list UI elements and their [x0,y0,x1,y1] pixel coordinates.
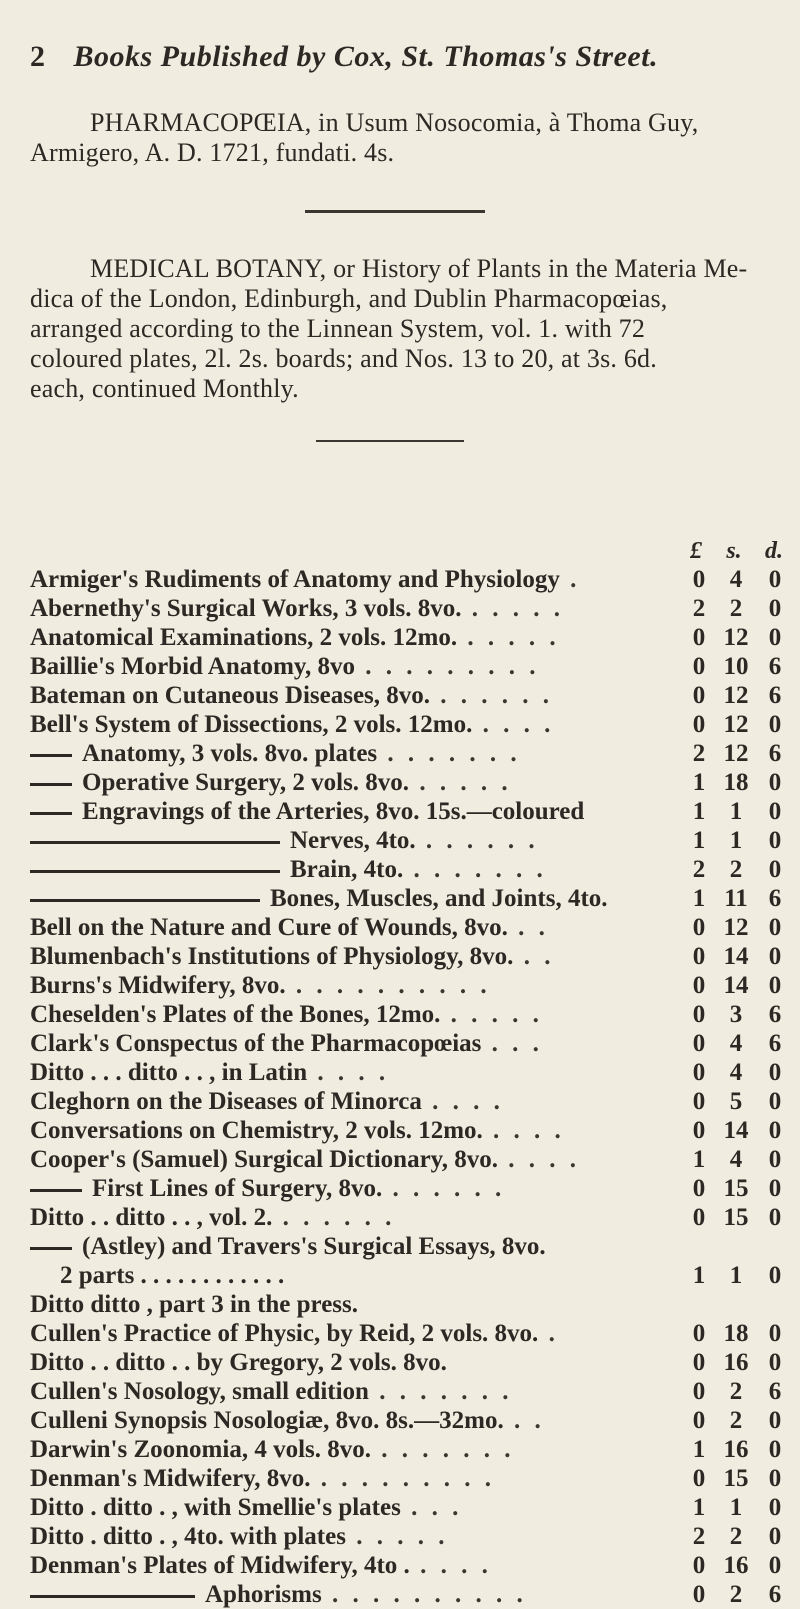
price-pence: 0 [768,1204,782,1231]
leader-dots: . . . . . [461,595,565,622]
price-pounds: 0 [692,566,706,593]
entry-title-text: Cooper's (Samuel) Surgical Dictionary, 8vo. [30,1146,499,1173]
entry-title [30,826,680,855]
medical-botany-line-4: coloured plates, 2l. 2s. boards; and Nos. 13 to 20, at 3s. 6d. [30,344,657,373]
entry-title [30,1377,680,1406]
entry-title-text: Burns's Midwifery, 8vo. [30,972,286,999]
price-shillings: 2 [729,1407,743,1434]
leader-dots: . . [507,914,549,941]
entry-title-text: Ditto . . . ditto . . , in Latin [30,1059,308,1086]
entry-title [30,1174,680,1203]
list-item [30,942,800,971]
list-item [30,710,800,739]
leader-dots: . . . [481,1030,543,1057]
ditto-dash [30,1595,195,1598]
list-item [30,1406,800,1435]
price-pence: 0 [768,711,782,738]
price-pence: 6 [768,682,782,709]
price-shillings: 1 [729,1262,743,1289]
entry-title-text: Operative Surgery, 2 vols. 8vo. [82,769,410,796]
price-shillings: 16 [723,1349,749,1376]
price-pounds: 2 [692,856,706,883]
leader-dots: . . . . . [440,1001,543,1028]
price-pounds: 0 [692,653,706,680]
price-shillings: 18 [723,769,749,796]
price-pence: 0 [768,769,782,796]
price-pence: 0 [768,566,782,593]
price-pounds: 1 [692,827,706,854]
entry-title [30,971,680,1000]
price-pence: 0 [768,1059,782,1086]
entry-title-text: Anatomical Examinations, 2 vols. 12mo. [30,624,458,651]
price-pence: 0 [768,1523,782,1550]
price-pence: 0 [768,827,782,854]
price-shillings: 14 [723,1117,749,1144]
entry-title-text: Armiger's Rudiments of Anatomy and Physiology [30,566,560,593]
leader-dots: . . . . . . . [371,1436,515,1463]
entry-title-text: Clark's Conspectus of the Pharmacopœias [30,1030,482,1057]
list-item [30,971,800,1000]
leader-dots: . [559,566,581,593]
list-item [30,652,800,681]
price-shillings: 2 [729,1378,743,1405]
leader-dots: . . [503,1407,545,1434]
entry-title-text: Bell on the Nature and Cure of Wounds, 8vo. [30,914,508,941]
entry-title-text: Baillie's Morbid Anatomy, 8vo [30,653,356,680]
price-pounds: 1 [692,1262,706,1289]
leader-dots: . . . . . . . . . [355,653,540,680]
price-pence: 6 [768,1001,782,1028]
leader-dots: . . . . . . [272,1204,396,1231]
price-shillings: 1 [729,827,743,854]
list-item [30,1232,800,1290]
price-pence: 6 [768,1378,782,1405]
price-shillings: 15 [723,1175,749,1202]
entry-title [30,797,680,826]
pounds-header: £ [690,538,702,564]
ditto-dash [30,754,72,757]
entry-title-text: Bell's System of Dissections, 2 vols. 12mo. [30,711,473,738]
medical-botany-line-3: arranged according to the Linnean System, vol. 1. with 72 [30,314,646,343]
entry-title-text: Nerves, 4to. [290,827,416,854]
entry-title [30,1464,680,1493]
price-shillings: 4 [729,1059,743,1086]
list-item [30,1377,800,1406]
leader-dots: . [538,1320,559,1347]
entry-title [30,1493,680,1522]
price-pence: 0 [768,1320,782,1347]
price-shillings: 2 [729,595,743,622]
leader-dots: . . . . . . [430,682,554,709]
price-pounds: 0 [692,1378,706,1405]
list-item [30,1580,800,1609]
list-item [30,1174,800,1203]
price-shillings: 1 [729,798,743,825]
price-pence: 0 [768,1407,782,1434]
leader-dots: . . . . . [409,769,512,796]
price-pence: 0 [768,1117,782,1144]
price-pounds: 0 [692,943,706,970]
running-head-title: Books Published by Cox, St. Thomas's Street. [73,40,659,73]
entry-title [30,1290,680,1319]
entry-title-text: Ditto ditto , part 3 in the press. [30,1291,359,1318]
price-shillings: 12 [723,711,749,738]
list-item [30,1058,800,1087]
ditto-dash [30,1189,82,1192]
leader-dots: . . . . [498,1146,581,1173]
price-shillings: 15 [723,1204,749,1231]
entry-title-text: First Lines of Surgery, 8vo. [92,1175,383,1202]
price-shillings: 1 [729,1494,743,1521]
price-pence: 0 [768,1436,782,1463]
pharmacopoeia-line-2: Armigero, A. D. 1721, fundati. 4s. [30,138,395,167]
medical-botany-line-1: MEDICAL BOTANY, or History of Plants in the Materia Me- [90,254,748,283]
price-shillings: 12 [723,682,749,709]
price-pounds: 0 [692,972,706,999]
leader-dots: . . . . . . . . . . [321,1581,527,1608]
price-pence: 0 [768,798,782,825]
entry-title-text: Ditto . . ditto . . by Gregory, 2 vols. 8vo. [30,1349,447,1376]
price-pounds: 0 [692,1088,706,1115]
entry-title [30,681,680,710]
price-pounds: 1 [692,1146,706,1173]
price-pence: 0 [768,624,782,651]
ditto-dash [30,841,280,844]
price-shillings: 12 [723,740,749,767]
price-pence: 6 [768,653,782,680]
entry-title-text: Blumenbach's Institutions of Physiology, 8vo. [30,943,514,970]
price-shillings: 16 [723,1436,749,1463]
price-pounds: 2 [692,740,706,767]
list-item [30,594,800,623]
entry-title [30,652,680,681]
price-pence: 6 [768,1581,782,1608]
price-shillings: 14 [723,943,749,970]
price-pence: 0 [768,595,782,622]
entry-title [30,1116,680,1145]
entry-title-text: Brain, 4to. [290,856,404,883]
leader-dots: . . . . . . . . . . [285,972,491,999]
list-item [30,739,800,768]
price-pence: 6 [768,740,782,767]
leader-dots: . . . . [482,1117,565,1144]
price-pence: 0 [768,1262,782,1289]
price-pounds: 0 [692,1465,706,1492]
list-item [30,1319,800,1348]
list-item [30,1029,800,1058]
entry-title-text: Denman's Plates of Midwifery, 4to . [30,1552,410,1579]
entry-title [30,1145,680,1174]
price-shillings: 12 [723,914,749,941]
price-pounds: 0 [692,1001,706,1028]
entry-title-text: Aphorisms [205,1581,322,1608]
pharmacopoeia-entry [30,108,778,168]
currency-header [681,538,791,568]
entry-title [30,1087,680,1116]
entry-title-text: Cheselden's Plates of the Bones, 12mo. [30,1001,441,1028]
price-pence: 0 [768,1552,782,1579]
price-pounds: 0 [692,1059,706,1086]
price-pounds: 1 [692,798,706,825]
ditto-dash [30,899,260,902]
price-shillings: 18 [723,1320,749,1347]
leader-dots: . . . . [307,1059,390,1086]
list-item [30,1522,800,1551]
entry-title [30,1203,680,1232]
price-shillings: 2 [729,1523,743,1550]
entry-title [30,710,680,739]
entry-title-line-2: 2 parts . . . . . . . . . . . . [60,1262,285,1289]
list-item [30,884,800,913]
price-shillings: 4 [729,566,743,593]
medical-botany-entry [30,254,778,404]
price-shillings: 14 [723,972,749,999]
list-item [30,1348,800,1377]
entry-title [30,913,680,942]
price-shillings: 12 [723,624,749,651]
entry-title [30,623,680,652]
list-item [30,1493,800,1522]
price-pence: 0 [768,856,782,883]
price-pence: 0 [768,1175,782,1202]
price-pence: 0 [768,914,782,941]
price-shillings: 10 [723,653,749,680]
price-pounds: 2 [692,595,706,622]
price-pounds: 0 [692,1175,706,1202]
list-item [30,1203,800,1232]
entry-title [30,884,680,913]
price-pounds: 0 [692,711,706,738]
leader-dots: . . . . . . [415,827,539,854]
entry-title [30,739,680,768]
entry-title-text: Ditto . . ditto . . , vol. 2. [30,1204,273,1231]
entry-title [30,1580,680,1609]
ditto-dash [30,812,72,815]
entry-title [30,1058,680,1087]
pharmacopoeia-line-1: PHARMACOPŒIA, in Usum Nosocomia, à Thoma Guy, [90,108,699,137]
leader-dots: . . . . . . [382,1175,506,1202]
section-divider-2 [316,440,464,442]
leader-dots: . . . . . [457,624,560,651]
entry-title [30,1232,680,1290]
leader-dots: . . . . . . . [377,740,521,767]
entry-title-text: Cullen's Practice of Physic, by Reid, 2 vols. 8vo. [30,1320,539,1347]
entry-title-text: Ditto . ditto . , 4to. with plates [30,1523,346,1550]
price-pounds: 1 [692,1494,706,1521]
entry-title [30,594,680,623]
section-divider-1 [305,210,485,213]
leader-dots: . . . . . . . . . [310,1465,496,1492]
list-item [30,1435,800,1464]
entry-title [30,1522,680,1551]
medical-botany-line-2: dica of the London, Edinburgh, and Dublin Pharmacopœias, [30,284,668,313]
list-item [30,797,800,826]
list-item [30,565,800,594]
list-item [30,1464,800,1493]
price-pence: 0 [768,1494,782,1521]
list-item [30,826,800,855]
price-pounds: 1 [692,885,706,912]
price-pence: 0 [768,1465,782,1492]
list-item [30,1551,800,1580]
list-item [30,681,800,710]
entry-title-text: Ditto . ditto . , with Smellie's plates [30,1494,401,1521]
entry-title-text: Bateman on Cutaneous Diseases, 8vo. [30,682,431,709]
price-shillings: 16 [723,1552,749,1579]
list-item [30,623,800,652]
entry-title-text: Abernethy's Surgical Works, 3 vols. 8vo. [30,595,462,622]
entry-title [30,1551,680,1580]
entry-title-text: Cullen's Nosology, small edition [30,1378,369,1405]
entry-title [30,942,680,971]
list-item [30,768,800,797]
list-item [30,855,800,884]
shillings-header: s. [726,538,742,564]
leader-dots: . . . . . . . [403,856,547,883]
price-pounds: 0 [692,1320,706,1347]
price-pence: 0 [768,943,782,970]
list-item [30,1145,800,1174]
price-pounds: 0 [692,1407,706,1434]
entry-title-text: Conversations on Chemistry, 2 vols. 12mo. [30,1117,483,1144]
entry-title-text: Cleghorn on the Diseases of Minorca [30,1088,422,1115]
list-item [30,913,800,942]
price-pence: 6 [768,885,782,912]
entry-title [30,565,680,594]
price-pounds: 0 [692,624,706,651]
price-pounds: 0 [692,914,706,941]
price-pounds: 0 [692,1030,706,1057]
running-head [30,40,790,74]
entry-title-text: Denman's Midwifery, 8vo. [30,1465,311,1492]
entry-title [30,768,680,797]
entry-title [30,1319,680,1348]
medical-botany-line-5: each, continued Monthly. [30,374,299,403]
price-pounds: 1 [692,769,706,796]
price-pence: 0 [768,972,782,999]
price-pounds: 0 [692,682,706,709]
price-pounds: 1 [692,1436,706,1463]
price-pence: 0 [768,1146,782,1173]
entry-title-text: Engravings of the Arteries, 8vo. 15s.—coloured [82,798,585,825]
leader-dots: . . . [400,1494,463,1521]
price-pence: 0 [768,1349,782,1376]
price-pounds: 2 [692,1523,706,1550]
list-item [30,1116,800,1145]
leader-dots: . . . . [421,1088,504,1115]
pence-header: d. [765,538,783,564]
list-item [30,1087,800,1116]
entry-title [30,1000,680,1029]
entry-title-text: Anatomy, 3 vols. 8vo. plates [82,740,378,767]
leader-dots: . . . . [409,1552,492,1579]
entry-title [30,1435,680,1464]
price-pounds: 0 [692,1204,706,1231]
entry-title-text: Culleni Synopsis Nosologiæ, 8vo. 8s.—32mo. [30,1407,504,1434]
price-pounds: 0 [692,1349,706,1376]
price-shillings: 11 [724,885,748,912]
price-shillings: 4 [729,1146,743,1173]
entry-title-text: (Astley) and Travers's Surgical Essays, 8vo. [82,1233,546,1260]
leader-dots: . . . . . [345,1523,449,1550]
price-pounds: 0 [692,1552,706,1579]
leader-dots: . . . . [472,711,555,738]
price-shillings: 15 [723,1465,749,1492]
entry-title [30,1406,680,1435]
entry-title-text: Bones, Muscles, and Joints, 4to. [270,885,608,912]
price-shillings: 5 [729,1088,743,1115]
price-list [30,565,800,1609]
price-shillings: 3 [729,1001,743,1028]
leader-dots: . . [513,943,555,970]
entry-title [30,855,680,884]
ditto-dash [30,870,280,873]
price-shillings: 2 [729,1581,743,1608]
price-pounds: 0 [692,1117,706,1144]
entry-title-text: Darwin's Zoonomia, 4 vols. 8vo. [30,1436,372,1463]
price-shillings: 2 [729,856,743,883]
page-number: 2 [30,40,46,73]
list-item [30,1000,800,1029]
price-shillings: 4 [729,1030,743,1057]
price-pence: 0 [768,1088,782,1115]
leader-dots: . . . . . . . [368,1378,513,1405]
ditto-dash [30,783,72,786]
list-item [30,1290,800,1319]
entry-title [30,1348,680,1377]
ditto-dash [30,1247,72,1250]
price-pounds: 0 [692,1581,706,1608]
price-pence: 6 [768,1030,782,1057]
entry-title [30,1029,680,1058]
